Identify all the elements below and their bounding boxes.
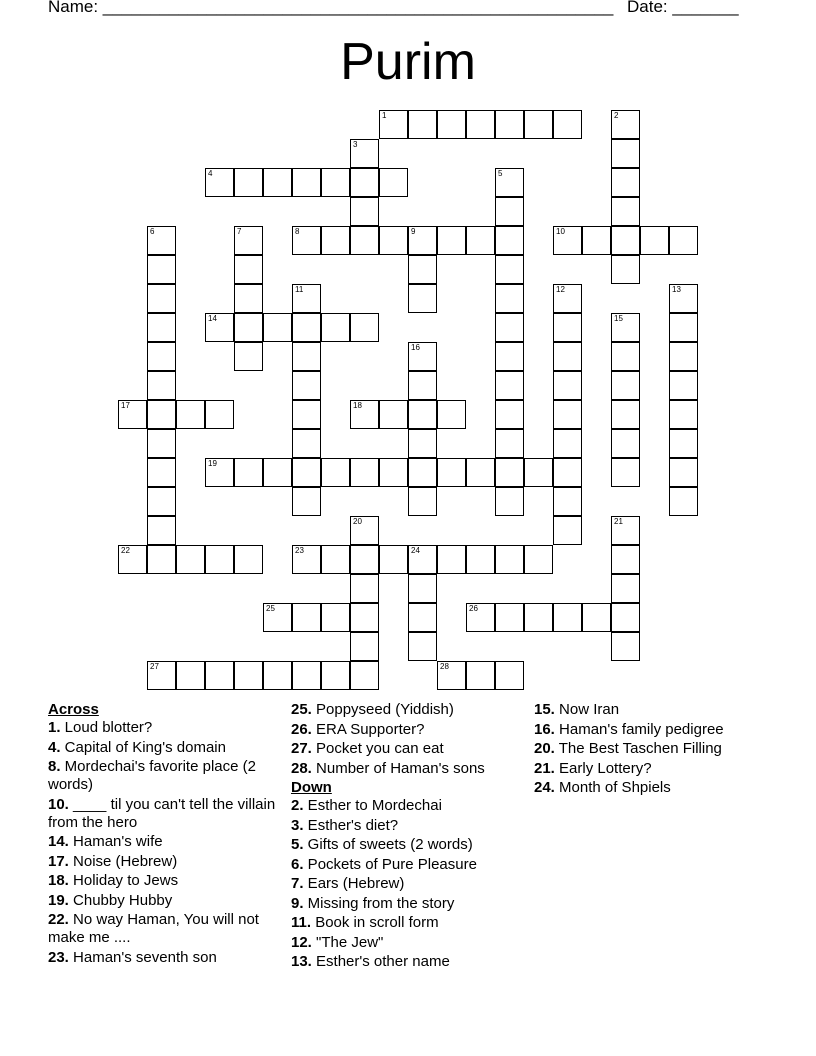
clue-number: 8 [295,227,300,236]
grid-cell[interactable] [582,226,611,255]
clue-item-text: ____ til you can't tell the villain from the hero [48,795,276,831]
grid-cell[interactable] [408,371,437,400]
grid-cell[interactable] [495,371,524,400]
down-clue-list-continued [534,701,774,797]
grid-cell[interactable] [350,168,379,197]
grid-cell[interactable] [292,661,321,690]
grid-cell[interactable] [205,458,234,487]
grid-cell[interactable] [611,603,640,632]
clue-item-number: 28. [291,759,312,777]
grid-cell[interactable] [495,284,524,313]
clue-column-2 [291,701,531,973]
clue-number: 13 [672,285,681,294]
grid-cell[interactable] [379,168,408,197]
clue-item [291,914,531,932]
grid-cell[interactable] [611,574,640,603]
clue-item [291,797,531,815]
clue-item-text: Mordechai's favorite place (2 words) [48,758,256,793]
clue-item-number: 10. [48,795,69,813]
grid-cell[interactable] [611,400,640,429]
clue-item-text: Haman's wife [68,833,163,850]
across-heading: Across [48,701,99,718]
grid-cell[interactable] [495,458,524,487]
grid-cell[interactable] [408,110,437,139]
clue-number: 4 [208,169,213,178]
clue-item-number: 27. [291,740,312,757]
grid-cell[interactable] [234,458,263,487]
clue-column-3 [534,701,774,799]
grid-cell[interactable] [669,458,698,487]
grid-cell[interactable] [379,400,408,429]
grid-cell[interactable] [437,545,466,574]
clue-item-text: Early Lottery? [554,759,652,777]
grid-cell[interactable] [611,226,640,255]
grid-cell[interactable] [524,458,553,487]
grid-cell[interactable] [321,226,350,255]
clue-number: 15 [614,314,623,323]
grid-cell[interactable] [524,603,553,632]
grid-cell[interactable] [379,226,408,255]
clue-number: 19 [208,459,217,468]
grid-cell[interactable] [205,400,234,429]
grid-cell[interactable] [408,400,437,429]
grid-cell[interactable] [524,545,553,574]
grid-cell[interactable] [669,400,698,429]
grid-cell[interactable] [669,487,698,516]
clue-item-number: 17. [48,852,69,870]
clue-item [48,758,278,794]
clue-item-number: 7. [291,875,304,892]
clue-number: 18 [353,401,362,410]
grid-cell[interactable] [350,226,379,255]
clue-number: 22 [121,546,130,555]
grid-cell[interactable] [292,429,321,458]
across-clue-list-continued [291,701,531,778]
grid-cell[interactable] [669,429,698,458]
grid-cell[interactable] [350,545,379,574]
grid-cell[interactable] [147,516,176,545]
grid-cell[interactable] [553,110,582,139]
grid-cell[interactable] [466,603,495,632]
grid-cell[interactable] [234,661,263,690]
clue-item-number: 6. [291,855,304,873]
clue-item-number: 2. [291,797,304,814]
grid-cell[interactable] [379,458,408,487]
clue-item [534,779,774,797]
grid-cell[interactable] [611,255,640,284]
grid-cell[interactable] [611,632,640,661]
grid-cell[interactable] [234,342,263,371]
clue-item-number: 22. [48,911,69,928]
grid-cell[interactable] [292,371,321,400]
clue-item-number: 4. [48,738,61,756]
grid-cell[interactable] [350,197,379,226]
grid-cell[interactable] [147,458,176,487]
grid-cell[interactable] [350,139,379,168]
grid-cell[interactable] [292,342,321,371]
grid-cell[interactable] [553,429,582,458]
clue-item-number: 3. [291,816,304,834]
clue-item-text: No way Haman, You will not make me .... [48,911,259,946]
clue-item [291,895,531,913]
clue-item-number: 26. [291,720,312,738]
grid-cell[interactable] [350,458,379,487]
grid-cell[interactable] [553,226,582,255]
clue-item-text: Esther's diet? [303,816,399,834]
grid-cell[interactable] [466,226,495,255]
grid-cell[interactable] [408,458,437,487]
grid-cell[interactable] [292,487,321,516]
clue-item-number: 25. [291,701,312,718]
clue-item [291,701,531,719]
grid-cell[interactable] [118,400,147,429]
grid-cell[interactable] [466,458,495,487]
clue-item-text: Esther's other name [311,953,450,970]
clue-item-text: Haman's seventh son [68,948,217,966]
across-clue-list [48,719,278,967]
grid-cell[interactable] [669,371,698,400]
clue-item [48,892,278,910]
grid-cell[interactable] [495,429,524,458]
clue-item [48,719,278,737]
grid-cell[interactable] [379,110,408,139]
clue-item [291,760,531,778]
grid-cell[interactable] [495,110,524,139]
grid-cell[interactable] [234,168,263,197]
clue-number: 2 [614,111,619,120]
grid-cell[interactable] [553,313,582,342]
grid-cell[interactable] [234,226,263,255]
clue-item-number: 16. [534,720,555,738]
clue-number: 28 [440,662,449,671]
grid-cell[interactable] [147,429,176,458]
clue-number: 20 [353,517,362,526]
grid-cell[interactable] [553,371,582,400]
clue-item [534,701,774,719]
grid-cell[interactable] [321,661,350,690]
grid-cell[interactable] [234,545,263,574]
grid-cell[interactable] [408,487,437,516]
grid-cell[interactable] [292,313,321,342]
grid-cell[interactable] [553,487,582,516]
clue-item [534,740,774,758]
grid-cell[interactable] [611,429,640,458]
clue-item [291,934,531,952]
grid-cell[interactable] [611,197,640,226]
clue-item-text: Capital of King's domain [60,738,226,756]
grid-cell[interactable] [437,226,466,255]
clue-column-1 [48,701,278,968]
grid-cell[interactable] [292,458,321,487]
clue-item [291,721,531,739]
clue-item [291,817,531,835]
clue-item-number: 18. [48,872,69,889]
grid-cell[interactable] [176,545,205,574]
clue-item [291,836,531,854]
grid-cell[interactable] [408,284,437,313]
clue-item-number: 5. [291,836,304,853]
clue-item-number: 15. [534,701,555,718]
grid-cell[interactable] [321,458,350,487]
clue-item-text: Esther to Mordechai [303,797,442,814]
clue-item [291,856,531,874]
clue-item-text: Haman's family pedigree [554,720,724,738]
clue-item [48,872,278,890]
grid-cell[interactable] [495,226,524,255]
grid-cell[interactable] [408,342,437,371]
grid-cell[interactable] [408,545,437,574]
grid-cell[interactable] [118,545,147,574]
grid-cell[interactable] [582,603,611,632]
grid-cell[interactable] [553,458,582,487]
clue-item-text: Number of Haman's sons [311,759,485,777]
grid-cell[interactable] [611,458,640,487]
grid-cell[interactable] [669,313,698,342]
clue-item-number: 13. [291,953,312,970]
grid-cell[interactable] [321,603,350,632]
clue-item-text: Noise (Hebrew) [68,852,178,870]
clue-item-number: 23. [48,948,69,966]
grid-cell[interactable] [321,168,350,197]
clue-item [48,833,278,851]
clue-number: 23 [295,546,304,555]
clue-item-number: 24. [534,779,555,796]
grid-cell[interactable] [292,284,321,313]
clue-item-text: Loud blotter? [60,719,153,736]
clue-item [48,796,278,832]
grid-cell[interactable] [350,632,379,661]
clue-item-text: Missing from the story [303,894,455,912]
clue-number: 6 [150,227,155,236]
clue-item-text: "The Jew" [311,933,384,951]
clue-item-number: 12. [291,933,312,951]
grid-cell[interactable] [495,661,524,690]
grid-cell[interactable] [350,313,379,342]
clue-item-number: 9. [291,894,304,912]
clue-item-text: ERA Supporter? [311,720,425,738]
grid-cell[interactable] [292,603,321,632]
clue-number: 3 [353,140,358,149]
grid-cell[interactable] [147,371,176,400]
clue-number: 1 [382,111,387,120]
grid-cell[interactable] [495,168,524,197]
grid-cell[interactable] [234,255,263,284]
clue-item-text: Ears (Hebrew) [303,875,405,892]
grid-cell[interactable] [263,603,292,632]
grid-cell[interactable] [553,516,582,545]
grid-cell[interactable] [437,458,466,487]
clue-number: 5 [498,169,503,178]
grid-cell[interactable] [495,545,524,574]
clue-item [48,949,278,967]
grid-cell[interactable] [147,313,176,342]
grid-cell[interactable] [263,168,292,197]
grid-cell[interactable] [292,226,321,255]
grid-cell[interactable] [408,429,437,458]
clue-item-number: 14. [48,833,69,850]
grid-cell[interactable] [466,545,495,574]
clue-number: 25 [266,604,275,613]
clue-number: 17 [121,401,130,410]
grid-cell[interactable] [495,603,524,632]
clue-item [534,721,774,739]
grid-cell[interactable] [611,139,640,168]
grid-cell[interactable] [408,632,437,661]
grid-cell[interactable] [350,400,379,429]
clue-item-number: 19. [48,891,69,909]
grid-cell[interactable] [495,255,524,284]
clue-item-text: The Best Taschen Filling [554,740,722,757]
clue-item-text: Chubby Hubby [68,891,173,909]
grid-cell[interactable] [553,284,582,313]
grid-cell[interactable] [553,400,582,429]
grid-cell[interactable] [611,313,640,342]
grid-cell[interactable] [292,168,321,197]
grid-cell[interactable] [147,226,176,255]
grid-cell[interactable] [176,400,205,429]
grid-cell[interactable] [553,603,582,632]
clue-item-number: 20. [534,740,555,757]
grid-cell[interactable] [205,168,234,197]
grid-cell[interactable] [205,545,234,574]
clue-item [48,739,278,757]
clue-item-text: Poppyseed (Yiddish) [311,701,454,718]
clue-item-text: Book in scroll form [311,914,439,931]
clue-item-text: Gifts of sweets (2 words) [303,836,473,853]
grid-cell[interactable] [611,371,640,400]
grid-cell[interactable] [263,313,292,342]
clue-item-text: Holiday to Jews [68,872,179,889]
grid-cell[interactable] [466,661,495,690]
grid-cell[interactable] [495,197,524,226]
grid-cell[interactable] [147,255,176,284]
clue-number: 7 [237,227,242,236]
grid-cell[interactable] [379,545,408,574]
grid-cell[interactable] [408,226,437,255]
grid-cell[interactable] [263,661,292,690]
grid-cell[interactable] [611,110,640,139]
grid-cell[interactable] [611,168,640,197]
grid-cell[interactable] [205,313,234,342]
grid-cell[interactable] [466,110,495,139]
grid-cell[interactable] [350,516,379,545]
clue-item [291,740,531,758]
grid-cell[interactable] [437,110,466,139]
grid-cell[interactable] [437,661,466,690]
down-heading: Down [291,779,332,796]
grid-cell[interactable] [350,603,379,632]
grid-cell[interactable] [669,342,698,371]
down-clue-list [291,797,531,971]
name-field-label[interactable]: Name: ______________________________________________________ [48,0,614,16]
grid-cell[interactable] [495,313,524,342]
grid-cell[interactable] [611,342,640,371]
grid-cell[interactable] [321,313,350,342]
grid-cell[interactable] [669,226,698,255]
grid-cell[interactable] [408,603,437,632]
grid-cell[interactable] [611,516,640,545]
clue-number: 27 [150,662,159,671]
grid-cell[interactable] [147,400,176,429]
grid-cell[interactable] [611,545,640,574]
grid-cell[interactable] [524,110,553,139]
clue-number: 21 [614,517,623,526]
grid-cell[interactable] [553,342,582,371]
clue-number: 26 [469,604,478,613]
grid-cell[interactable] [640,226,669,255]
clue-item [48,911,278,947]
grid-cell[interactable] [147,342,176,371]
grid-cell[interactable] [292,545,321,574]
clue-item-text: Pocket you can eat [311,740,444,757]
clue-item-number: 11. [291,914,312,931]
clue-number: 12 [556,285,565,294]
puzzle-title: Purim [340,33,476,91]
grid-cell[interactable] [234,313,263,342]
grid-cell[interactable] [495,487,524,516]
clue-item [291,875,531,893]
clue-number: 10 [556,227,565,236]
clue-number: 11 [295,285,304,294]
grid-cell[interactable] [292,400,321,429]
grid-cell[interactable] [147,284,176,313]
clue-item [291,953,531,971]
clue-number: 16 [411,343,420,352]
grid-cell[interactable] [205,661,234,690]
clue-number: 24 [411,546,420,555]
grid-cell[interactable] [350,661,379,690]
date-field-label[interactable]: Date: _______ [627,0,739,16]
clue-item [534,760,774,778]
clue-item-text: Pockets of Pure Pleasure [303,855,477,873]
grid-cell[interactable] [350,574,379,603]
grid-cell[interactable] [147,661,176,690]
grid-cell[interactable] [263,458,292,487]
grid-cell[interactable] [408,574,437,603]
grid-cell[interactable] [147,545,176,574]
grid-cell[interactable] [321,545,350,574]
grid-cell[interactable] [669,284,698,313]
clue-item-number: 1. [48,719,61,736]
clue-number: 9 [411,227,416,236]
clue-item-text: Month of Shpiels [554,779,671,796]
grid-cell[interactable] [437,400,466,429]
clue-item-text: Now Iran [554,701,620,718]
clue-item [48,853,278,871]
clue-number: 14 [208,314,217,323]
grid-cell[interactable] [234,284,263,313]
clue-item-number: 21. [534,759,555,777]
grid-cell[interactable] [408,255,437,284]
grid-cell[interactable] [147,487,176,516]
grid-cell[interactable] [176,661,205,690]
grid-cell[interactable] [495,342,524,371]
grid-cell[interactable] [495,400,524,429]
clue-item-number: 8. [48,758,61,775]
